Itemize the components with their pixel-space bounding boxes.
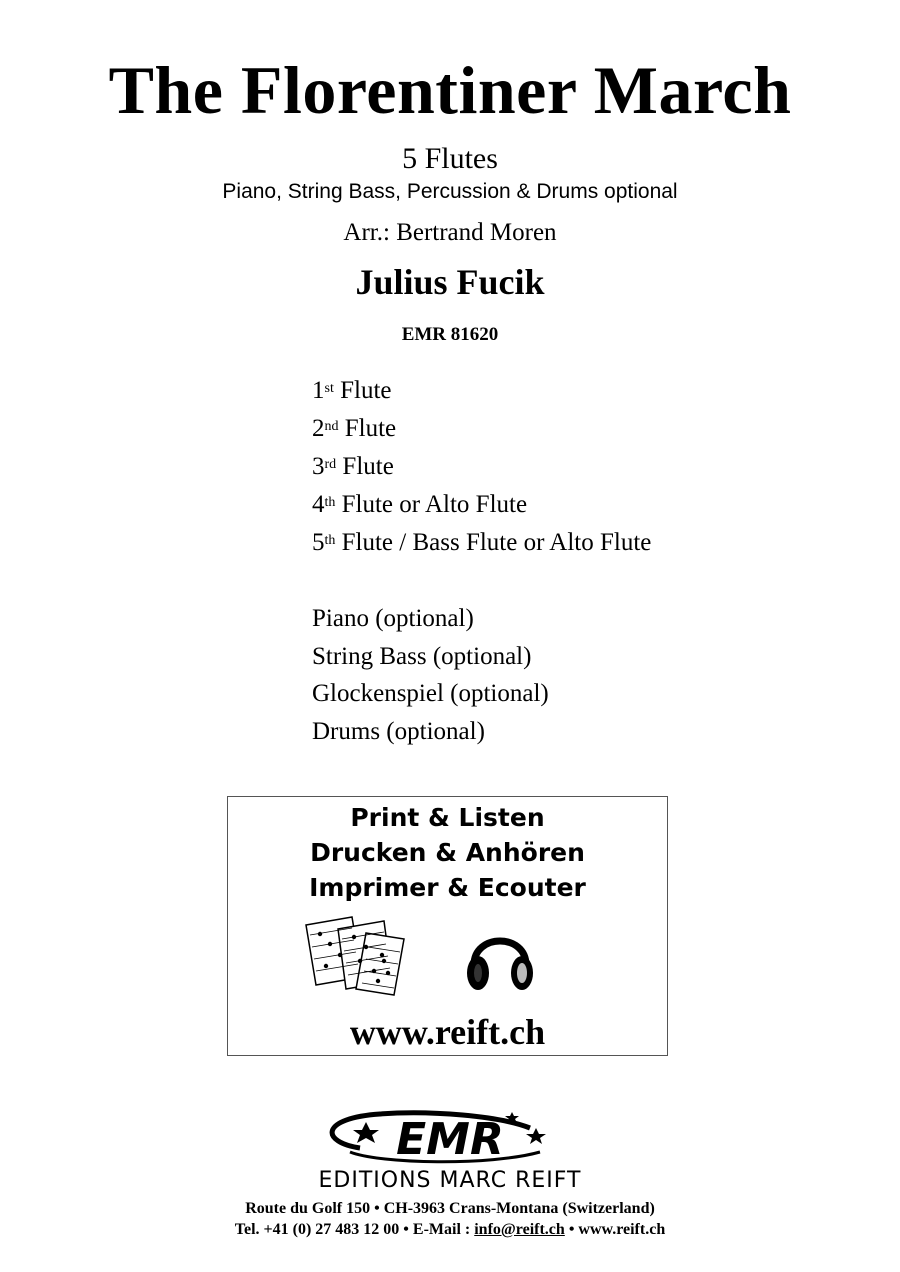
promo-line-french: Imprimer & Ecouter (309, 873, 586, 902)
part-item: 3rd Flute (312, 453, 394, 480)
print-listen-box (227, 796, 668, 1056)
page-title: The Florentiner March (108, 52, 792, 128)
part-item: 4th Flute or Alto Flute (312, 491, 528, 518)
catalog-number: EMR 81620 (401, 324, 499, 345)
optional-part-item: Piano (optional) (312, 605, 474, 632)
arranger: Arr.: Bertrand Moren (343, 219, 557, 246)
optional-part-item: Glockenspiel (optional) (312, 680, 549, 707)
website-url[interactable]: www.reift.ch (349, 1012, 546, 1052)
emr-logo-text: EMR (396, 1114, 504, 1165)
optional-instruments-note: Piano, String Bass, Percussion & Drums optional (222, 180, 678, 203)
instrumentation: 5 Flutes (402, 142, 498, 175)
sheet-music-icon (300, 915, 412, 999)
email-link[interactable]: info@reift.ch (474, 1221, 565, 1238)
headphones-icon (464, 921, 536, 995)
publisher-contact (0, 1220, 900, 1240)
promo-line-german: Drucken & Anhören (310, 838, 585, 867)
optional-part-item: String Bass (optional) (312, 642, 532, 670)
promo-line-english: Print & Listen (350, 803, 545, 832)
part-item: 5th Flute / Bass Flute or Alto Flute (312, 529, 652, 556)
part-item: 2nd Flute (312, 415, 397, 442)
optional-parts-list (312, 600, 549, 750)
composer: Julius Fucik (355, 262, 545, 302)
part-item: 1st Flute (312, 377, 392, 404)
emr-logo (300, 1108, 600, 1170)
publisher-address: Route du Golf 150 • CH-3963 Crans-Montana (Switzerland) (245, 1200, 655, 1217)
optional-part-item: Drums (optional) (312, 717, 485, 745)
phone-label: Tel. +41 (0) 27 483 12 00 • E-Mail : (234, 1221, 471, 1238)
parts-list (312, 372, 651, 562)
publisher-name: EDITIONS MARC REIFT (318, 1168, 582, 1193)
web-link[interactable]: • www.reift.ch (568, 1221, 666, 1238)
